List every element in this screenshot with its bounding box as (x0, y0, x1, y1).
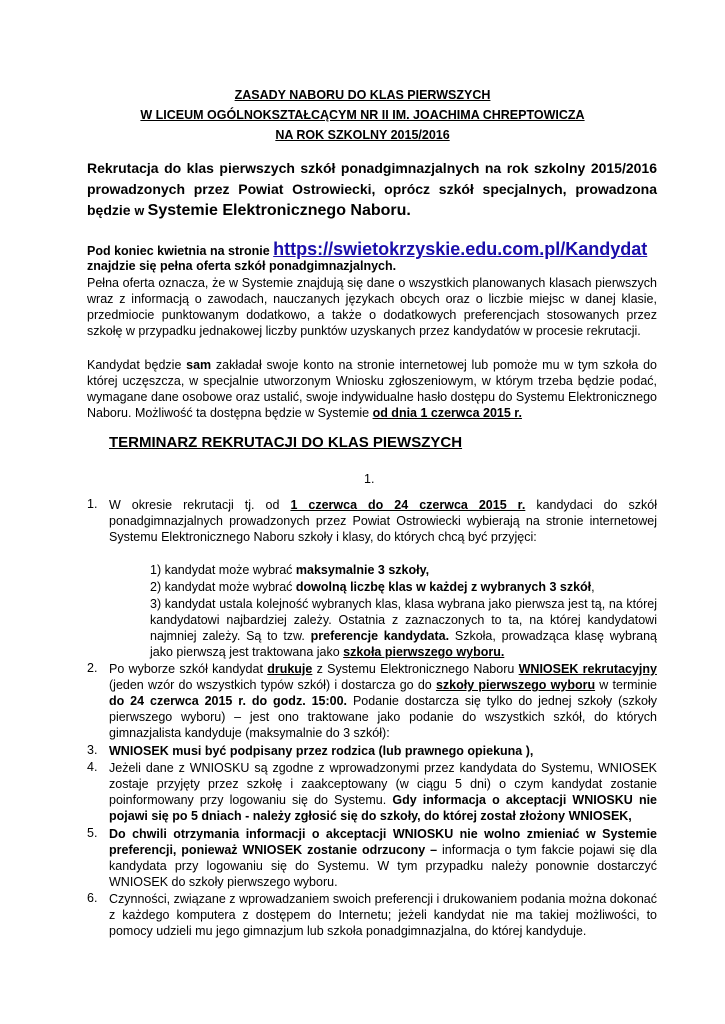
item-2-number: 2. (87, 661, 98, 675)
header-line-3: NA ROK SZKOLNY 2015/2016 (275, 128, 450, 142)
system-name: Systemie Elektronicznego Naboru. (147, 202, 411, 219)
item-1: W okresie rekrutacji tj. od 1 czerwca do 24 czerwca 2015 r. kandydaci do szkół ponadgimnazjalnych prowadzonych przez Powiat Ostrowiecki wybierają na stronie internetowej Systemu Elektronicznego Naboru szkoły i klasy, do których chcą być przyjęci: (109, 498, 658, 544)
section-title: TERMINARZ REKRUTACJI DO KLAS PIEWSZYCH (109, 434, 463, 451)
account-date: od dnia 1 czerwca 2015 r. (372, 406, 522, 420)
offer-line: Pod koniec kwietnia na stronie https://swietokrzyskie.edu.com.pl/Kandydat (87, 239, 648, 259)
header-line-2: W LICEUM OGÓLNOKSZTAŁCĄCYM NR II IM. JOACHIMA CHREPTOWICZA (140, 108, 585, 122)
item-5-number: 5. (87, 826, 98, 840)
account-paragraph: Kandydat będzie sam zakładał swoje konto na stronie internetowej lub pomoże mu w tym szkoła do której uczęszcza, w specjalnie utworzonym Wniosku zgłoszeniowym, w którym trzeba będzie podać, wymagane dane osobowe oraz ustalić, swoje indywidualne hasło dostępu do Systemu Elektronicznego Naboru. Możliwość ta dostępna będzie w Systemie od dnia 1 czerwca 2015 r. (87, 358, 657, 420)
sub-item-2: 2) kandydat może wybrać dowolną liczbę klas w każdej z wybranych 3 szkół, (150, 580, 595, 594)
item-2: Po wyborze szkół kandydat drukuje z Systemu Elektronicznego Naboru WNIOSEK rekrutacyjny (jeden wzór do wszystkich typów szkół) i dostarcza go do szkoły pierwszego wyboru w terminie do 24 czerwca 2015 r. do godz. 15:00. Podanie dostarcza się tylko do jednej szkoły (szkoły pierwszego wyboru) – jest ono traktowane jako podanie do wszystkich szkół, do których gimnazjalista kandyduje (maksymalnie do 3 szkół): (109, 662, 657, 740)
intro-paragraph: Rekrutacja do klas pierwszych szkół ponadgimnazjalnych na rok szkolny 2015/2016 prowadzonych przez Powiat Ostrowiecki, oprócz szkół specjalnych, prowadzona będzie w Systemie Elektronicznego Naboru. (87, 160, 657, 219)
section-number: 1. (364, 472, 375, 486)
sub-item-3: 3) kandydat ustala kolejność wybranych klas, klasa wybrana jako pierwsza jest tą, na której kandydatowi najbardziej zależy. Ostatnia z zaznaczonych to ta, na której kandydatowi najmniej zależy. Są to tzw. preferencje kandydata. Szkoła, prowadząca klasę wybraną jako pierwszą jest traktowana jako szkoła pierwszego wyboru. (150, 597, 657, 659)
offer-bold-line: znajdzie się pełna oferta szkół ponadgimnazjalnych. (87, 259, 397, 273)
kandydat-link[interactable]: https://swietokrzyskie.edu.com.pl/Kandydat (273, 239, 648, 259)
offer-paragraph: Pełna oferta oznacza, że w Systemie znajdują się dane o wszystkich planowanych klasach pierwszych wraz z informacją o zawodach, nauczanych językach obcych oraz o liczbie miejsc w danej klasie, przedmiocie punktowanym dodatkowo, a także o dodatkowych preferencjach stosowanych przez szkołę w przypadku jednakowej liczby punktów uzyskanych przez kandydatów w procesie rekrutacji. (87, 276, 657, 338)
item-6-number: 6. (87, 891, 98, 905)
item-5: Do chwili otrzymania informacji o akceptacji WNIOSKU nie wolno zmieniać w Systemie preferencji, ponieważ WNIOSEK zostanie odrzucony – informacja o tym fakcie pojawi się dla kandydata przy logowaniu się do Systemu. W tym przypadku należy ponownie dostarczyć WNIOSEK do szkoły pierwszego wyboru. (109, 827, 657, 889)
item-3: WNIOSEK musi być podpisany przez rodzica (lub prawnego opiekuna ), (109, 744, 534, 758)
item-1-number: 1. (87, 497, 98, 511)
header-line-1: ZASADY NABORU DO KLAS PIERWSZYCH (234, 88, 491, 102)
item-6: Czynności, związane z wprowadzaniem swoich preferencji i drukowaniem podania można dokonać z każdego komputera z dostępem do Internetu; jeżeli kandydat nie ma takiej możliwości, to pomocy udzieli mu jego gimnazjum lub szkoła ponadgimnazjalna, do której kandyduje. (109, 892, 657, 938)
item-4-number: 4. (87, 760, 98, 774)
item-3-number: 3. (87, 743, 98, 757)
sub-item-1: 1) kandydat może wybrać maksymalnie 3 szkoły, (150, 563, 430, 577)
item-4: Jeżeli dane z WNIOSKU są zgodne z wprowadzonymi przez kandydata do Systemu, WNIOSEK zostaje przyjęty przez szkołę i zaakceptowany (w ciągu 5 dni) o czym kandydat zostanie poinformowany przy logowaniu się do Systemu. Gdy informacja o akceptacji WNIOSKU nie pojawi się po 5 dniach - należy zgłosić się do szkoły, do której został złożony WNIOSEK, (109, 761, 657, 823)
